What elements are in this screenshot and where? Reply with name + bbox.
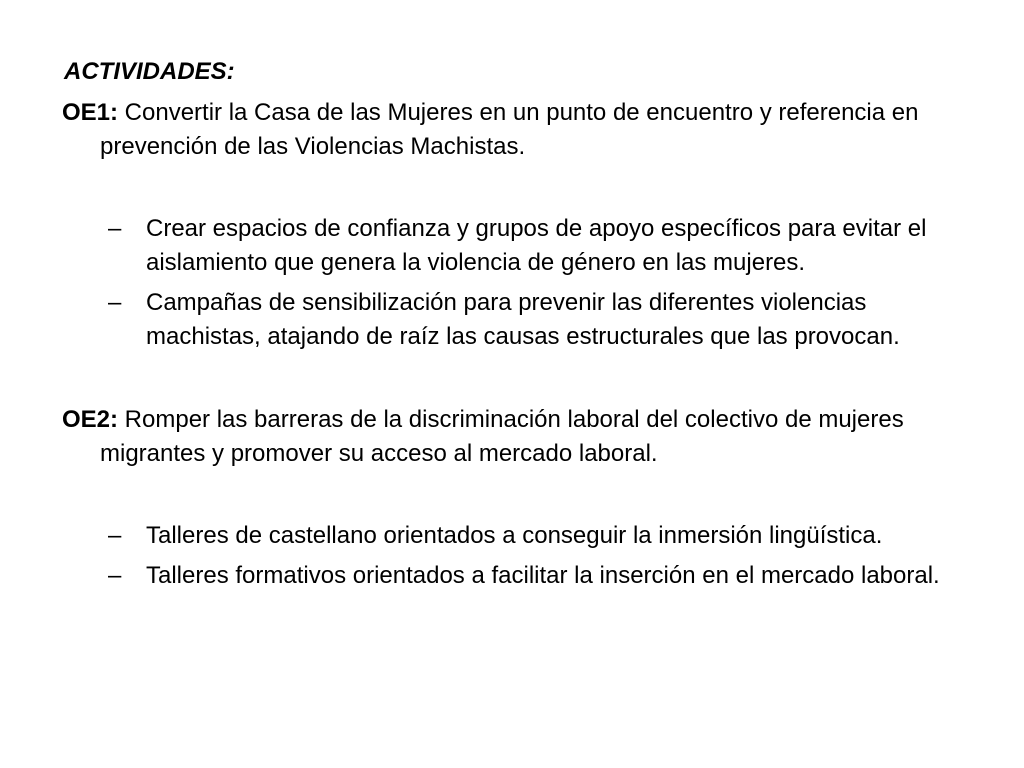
- list-item: [108, 519, 968, 553]
- list-item: [108, 286, 968, 354]
- dash-marker: –: [108, 289, 122, 316]
- dash-marker: –: [108, 522, 122, 549]
- objective-text: [62, 403, 962, 471]
- objective-oe2: [62, 403, 962, 471]
- list-item-text: Crear espacios de confianza y grupos de apoyo específicos para evitar el aislamiento que genera la violencia de género en las mujeres.: [146, 215, 927, 276]
- list-item: [108, 212, 968, 280]
- dash-marker: –: [108, 215, 122, 242]
- oe1-activity-list: [108, 212, 968, 360]
- objective-oe1: [62, 96, 962, 164]
- dash-marker: –: [108, 562, 122, 589]
- list-item-text: Campañas de sensibilización para prevenir las diferentes violencias machistas, atajando de raíz las causas estructurales que las provocan.: [146, 289, 900, 350]
- oe2-activity-list: [108, 519, 968, 599]
- slide-heading: ACTIVIDADES:: [64, 58, 235, 85]
- objective-description: Romper las barreras de la discriminación laboral del colectivo de mujeres migrantes y promover su acceso al mercado laboral.: [100, 406, 904, 467]
- list-item-text: Talleres formativos orientados a facilitar la inserción en el mercado laboral.: [146, 562, 940, 589]
- list-item-text: Talleres de castellano orientados a conseguir la inmersión lingüística.: [146, 522, 883, 549]
- objective-text: [62, 96, 962, 164]
- objective-code: OE1:: [62, 99, 119, 126]
- objective-code: OE2:: [62, 406, 119, 433]
- objective-description: Convertir la Casa de las Mujeres en un punto de encuentro y referencia en prevención de las Violencias Machistas.: [100, 99, 919, 160]
- list-item: [108, 559, 968, 593]
